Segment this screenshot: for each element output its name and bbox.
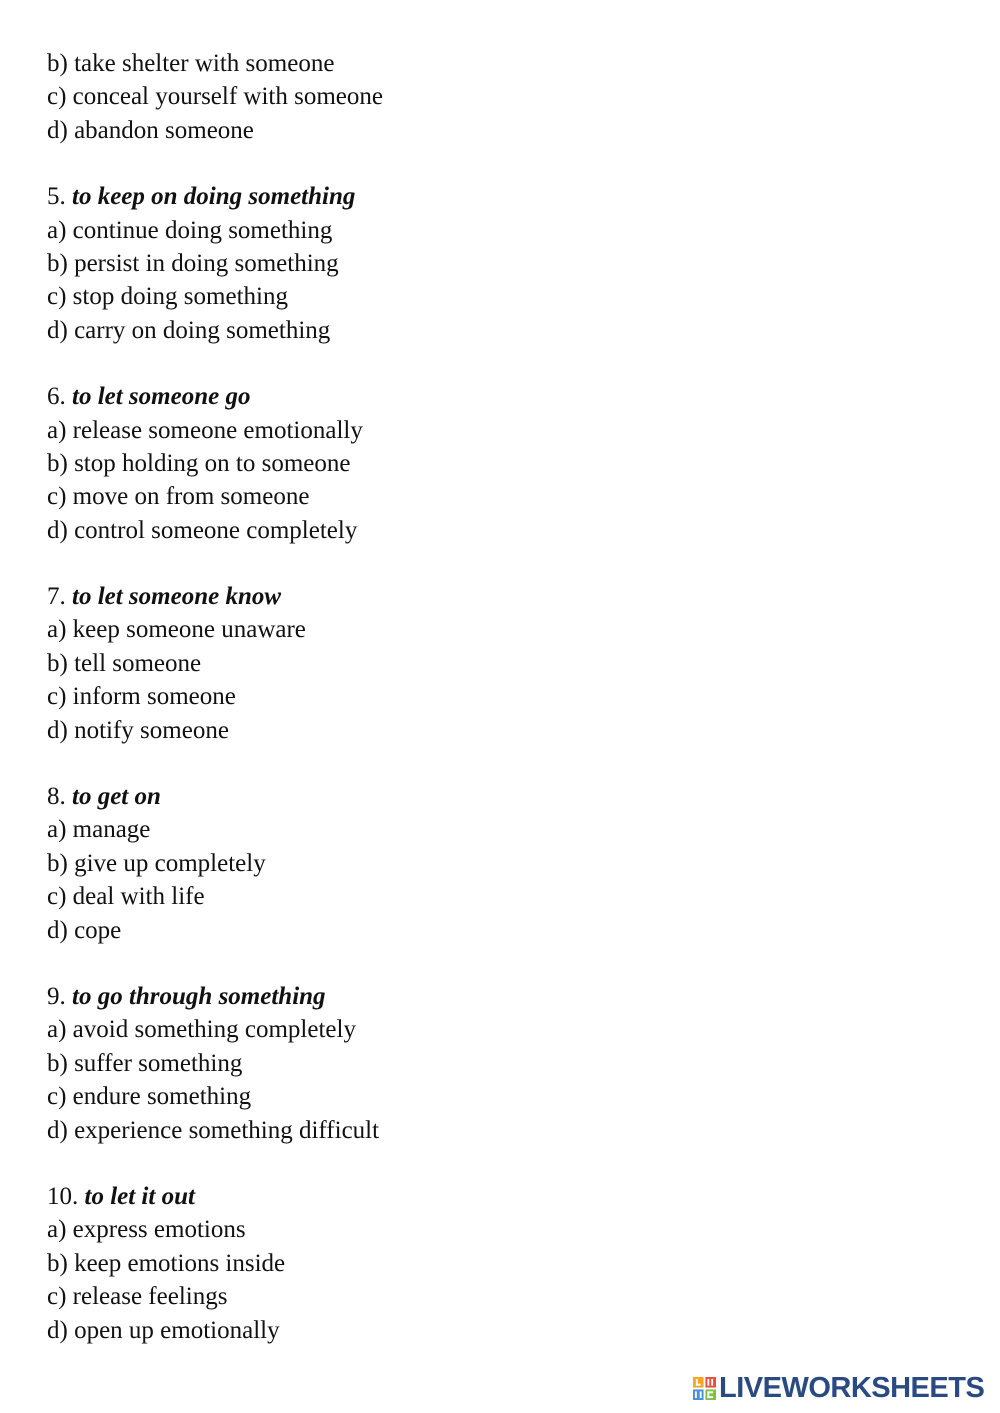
answer-option: a) keep someone unaware	[47, 616, 306, 644]
question-block-8	[47, 780, 947, 947]
answer-option: c) move on from someone	[47, 483, 310, 511]
answer-option: b) suffer something	[47, 1049, 243, 1077]
question-block-6	[47, 380, 947, 547]
answer-option: d) carry on doing something	[47, 316, 331, 344]
question-number: 8.	[47, 783, 66, 811]
question-phrase: to let it out	[84, 1182, 195, 1210]
question-phrase: to let someone know	[72, 583, 282, 611]
question-block-4-continued	[47, 47, 947, 147]
question-number: 6.	[47, 383, 66, 411]
answer-option: b) tell someone	[47, 649, 202, 677]
question-number: 7.	[47, 583, 66, 611]
answer-option: c) inform someone	[47, 683, 236, 711]
answer-option: a) avoid something completely	[47, 1016, 356, 1044]
question-block-5	[47, 180, 947, 347]
liveworksheets-logo-icon	[693, 1377, 716, 1400]
question-heading	[47, 780, 947, 813]
question-phrase: to get on	[72, 783, 161, 811]
answer-option: c) endure something	[47, 1083, 252, 1111]
answer-option: b) take shelter with someone	[47, 50, 335, 77]
question-phrase: to go through something	[72, 982, 326, 1010]
question-heading	[47, 580, 947, 613]
worksheet-page	[47, 47, 947, 1380]
question-heading	[47, 180, 947, 213]
question-number: 9.	[47, 982, 66, 1010]
question-block-7	[47, 580, 947, 747]
question-heading	[47, 380, 947, 413]
answer-option: a) express emotions	[47, 1216, 246, 1244]
answer-option: d) cope	[47, 916, 122, 944]
answer-option: c) release feelings	[47, 1283, 228, 1311]
answer-option: b) give up completely	[47, 849, 266, 877]
question-number: 5.	[47, 183, 66, 211]
question-phrase: to let someone go	[72, 383, 251, 411]
answer-option: b) persist in doing something	[47, 249, 339, 277]
question-heading	[47, 1180, 947, 1213]
liveworksheets-logo	[693, 1371, 984, 1405]
logo-text: LIVEWORKSHEETS	[719, 1372, 985, 1404]
answer-option: a) manage	[47, 816, 151, 844]
answer-option: a) continue doing something	[47, 216, 333, 244]
question-block-9	[47, 980, 947, 1147]
question-phrase: to keep on doing something	[72, 183, 356, 211]
answer-option: d) abandon someone	[47, 116, 254, 144]
answer-option: b) stop holding on to someone	[47, 449, 351, 477]
answer-option: c) stop doing something	[47, 283, 288, 311]
answer-option: c) conceal yourself with someone	[47, 83, 383, 111]
question-number: 10.	[47, 1182, 79, 1210]
answer-option: d) control someone completely	[47, 516, 358, 544]
question-block-10	[47, 1180, 947, 1347]
answer-option: d) experience something difficult	[47, 1116, 380, 1144]
answer-option: c) deal with life	[47, 883, 205, 911]
answer-option: b) keep emotions inside	[47, 1249, 286, 1277]
answer-option: d) open up emotionally	[47, 1316, 280, 1344]
answer-option: d) notify someone	[47, 716, 229, 744]
question-heading	[47, 980, 947, 1013]
answer-option: a) release someone emotionally	[47, 416, 363, 444]
